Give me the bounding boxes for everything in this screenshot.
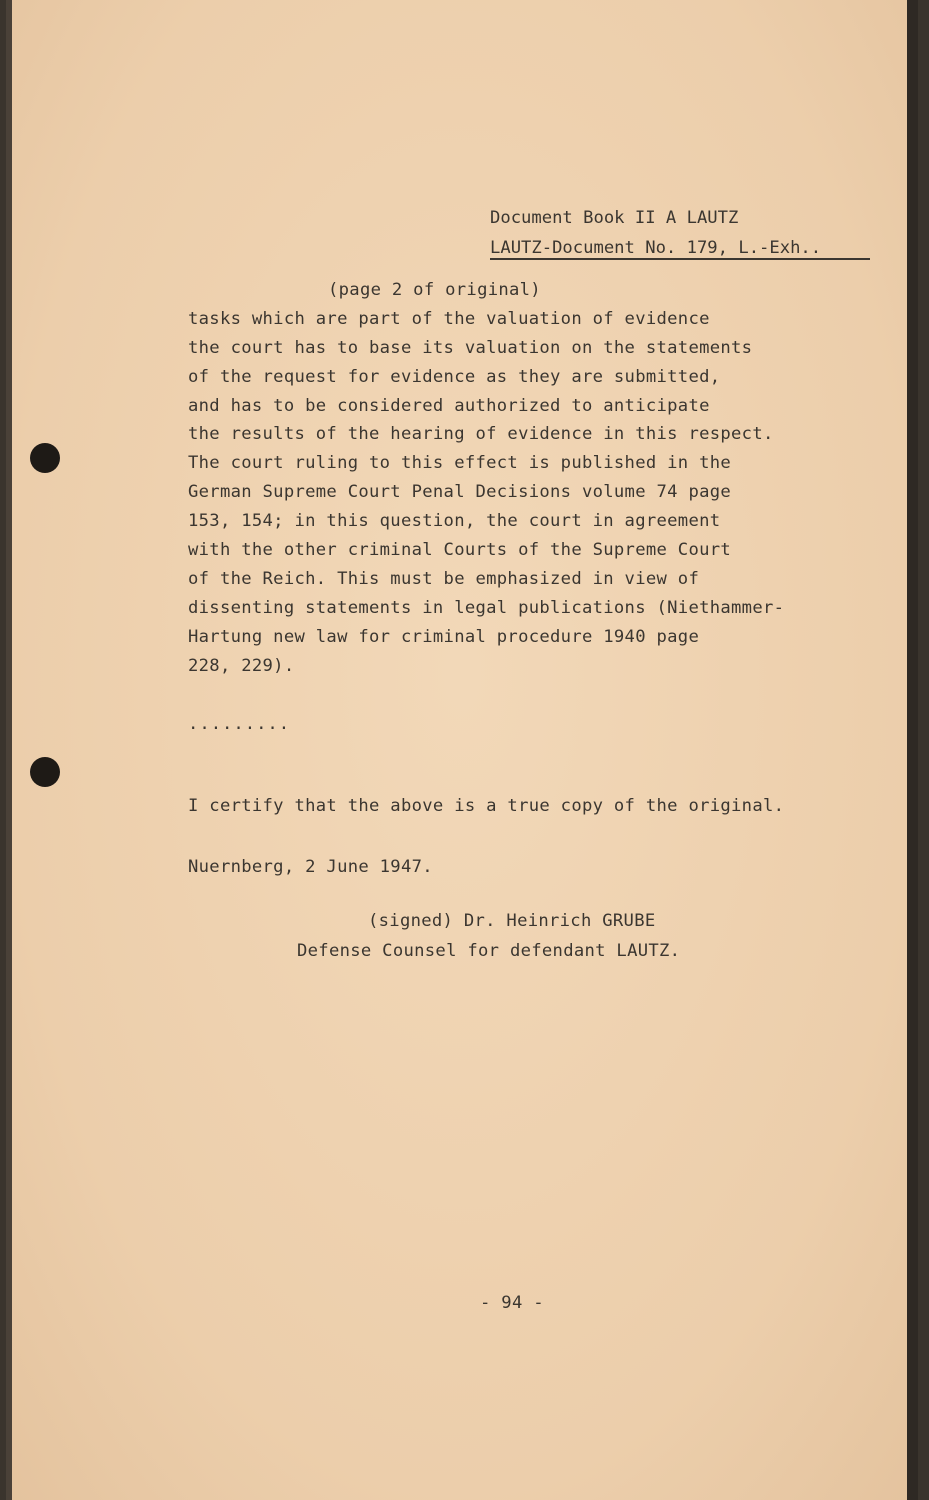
punch-hole-lower — [30, 757, 60, 787]
page-reference: (page 2 of original) — [328, 280, 541, 300]
body-line: The court ruling to this effect is published in the — [188, 453, 732, 473]
punch-hole-upper — [30, 443, 60, 473]
body-line: dissenting statements in legal publications (Niethammer- — [188, 598, 785, 618]
body-line: tasks which are part of the valuation of evidence — [188, 309, 710, 329]
body-line: and has to be considered authorized to anticipate — [188, 396, 710, 416]
body-line: with the other criminal Courts of the Supreme Court — [188, 540, 732, 560]
page-number: - 94 - — [480, 1293, 544, 1313]
body-line: of the request for evidence as they are submitted, — [188, 367, 721, 387]
page-left-edge — [6, 0, 12, 1500]
document-number-line: LAUTZ-Document No. 179, L.-Exh.. — [490, 238, 822, 258]
signature-line: (signed) Dr. Heinrich GRUBE — [368, 911, 656, 931]
body-line: the results of the hearing of evidence in this respect. — [188, 424, 774, 444]
body-line: 153, 154; in this question, the court in agreement — [188, 511, 721, 531]
page-right-edge — [907, 0, 918, 1500]
body-line: German Supreme Court Penal Decisions volume 74 page — [188, 482, 732, 502]
document-page — [6, 0, 918, 1500]
place-and-date: Nuernberg, 2 June 1947. — [188, 857, 433, 877]
body-line: Hartung new law for criminal procedure 1940 page — [188, 627, 700, 647]
body-line: of the Reich. This must be emphasized in view of — [188, 569, 700, 589]
body-line: the court has to base its valuation on the statements — [188, 338, 753, 358]
signer-title: Defense Counsel for defendant LAUTZ. — [297, 941, 681, 961]
omission-dots: ......... — [188, 714, 291, 734]
document-book-line: Document Book II A LAUTZ — [490, 208, 739, 228]
body-line: 228, 229). — [188, 656, 295, 676]
certification-statement: I certify that the above is a true copy of the original. — [188, 796, 785, 816]
document-number-underline — [490, 258, 870, 260]
